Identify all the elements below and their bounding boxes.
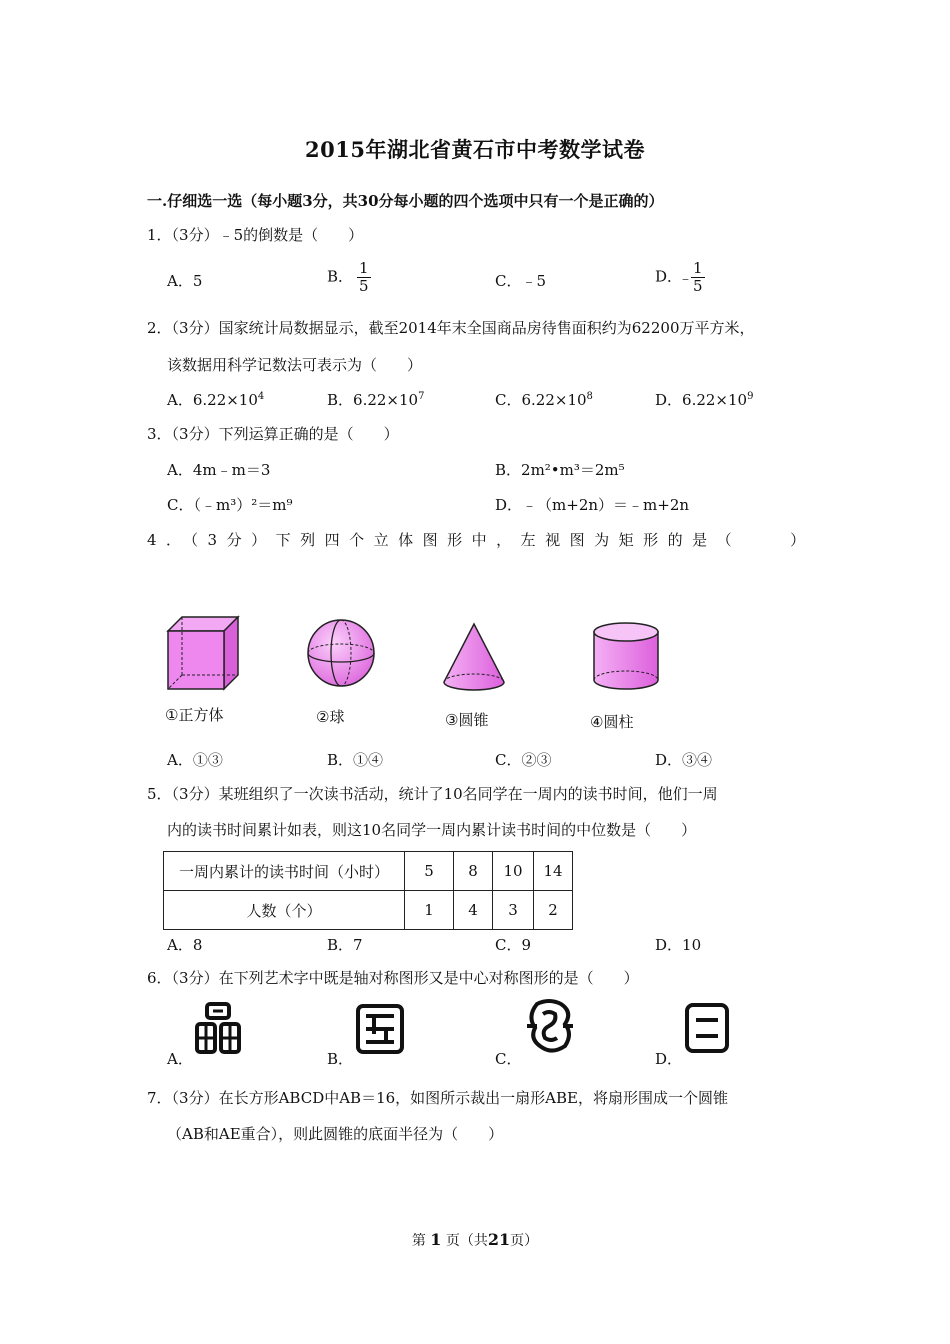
table-cell: 5 [405,852,454,891]
option-text: B．6.22×10 [327,391,419,409]
sphere-figure [306,618,378,690]
cone-label: ③圆锥 [445,711,489,729]
question-7-stem-line1: 7．（3分）在长方形ABCD中AB＝16，如图所示裁出一扇形ABE，将扇形围成一个圆锥 [147,1089,728,1107]
cylinder-figure [591,620,661,692]
fraction [357,260,371,295]
question-3-option-a: A．4m﹣m＝3 [167,461,271,479]
question-6-option-a-label: A． [167,1050,193,1068]
numerator: 1 [359,259,369,277]
question-2-stem-line2: 该数据用科学记数法可表示为（ ） [167,356,423,374]
question-6-option-b-label: B． [327,1050,354,1068]
question-3-stem: 3．（3分）下列运算正确的是（ ） [147,425,399,443]
question-1-option-d [655,260,705,295]
exponent: 8 [586,391,593,402]
table-cell: 1 [405,891,454,930]
exponent: 9 [747,391,754,402]
question-3-option-b: B．2m²•m³＝2m⁵ [495,461,625,479]
page-footer [0,1230,950,1250]
art-character-a [195,1002,241,1054]
question-7-stem-line2: （AB和AE重合），则此圆锥的底面半径为（ ） [167,1125,504,1143]
art-character-c [523,1000,575,1054]
footer-prefix: 第 [411,1233,426,1249]
table-header-cell: 人数（个） [164,891,405,930]
option-label: D． [655,267,683,286]
footer-middle: 页（共 [445,1233,488,1249]
denominator: 5 [359,277,369,295]
exponent: 4 [257,391,265,402]
question-3-option-c: C．（﹣m³）²＝m⁹ [167,496,293,514]
question-5-stem-line2: 内的读书时间累计如表，则这10名同学一周内累计读书时间的中位数是（ ） [167,821,697,839]
footer-page-number: 1 [430,1230,442,1249]
denominator: 5 [693,277,703,295]
footer-suffix: 页） [510,1233,539,1249]
art-character-b [356,1004,404,1054]
section-heading: 一.仔细选一选（每小题3分，共30分每小题的四个选项中只有一个是正确的） [147,192,664,210]
question-1-option-b [327,260,371,295]
cylinder-label: ④圆柱 [590,713,634,731]
footer-total-pages: 21 [487,1230,511,1249]
sphere-label: ②球 [316,708,345,726]
question-6-option-c-label: C． [495,1050,522,1068]
table-cell: 3 [493,891,534,930]
question-4-option-a: A．①③ [167,751,223,769]
option-text: C．6.22×10 [495,391,587,409]
table-row [164,891,573,930]
question-5-option-d: D．10 [655,936,702,954]
table-cell: 10 [493,852,534,891]
table-cell: 2 [534,891,573,930]
question-4-stem: 4．（3分）下列四个立体图形中，左视图为矩形的是（ ） [147,531,815,549]
page-title: 2015年湖北省黄石市中考数学试卷 [305,137,645,162]
cone-figure [442,622,508,694]
table-header-cell: 一周内累计的读书时间（小时） [164,852,405,891]
numerator: 1 [693,259,703,277]
question-5-option-a: A．8 [167,936,203,954]
art-character-d [684,1002,730,1054]
question-1-option-c: C．﹣5 [495,272,547,290]
minus-sign: ﹣ [678,269,694,287]
question-2-option-d [655,389,753,410]
question-5-option-c: C．9 [495,936,532,954]
option-text: D．6.22×10 [655,391,748,409]
question-2-option-c [495,389,593,410]
exponent: 7 [418,391,425,402]
question-1-stem: 1．（3分）﹣5的倒数是（ ） [147,226,364,244]
reading-time-table [163,851,573,930]
question-5-option-b: B．7 [327,936,363,954]
table-cell: 4 [454,891,493,930]
question-5-stem-line1: 5．（3分）某班组织了一次读书活动，统计了10名同学在一周内的读书时间，他们一周 [147,785,718,803]
question-4-option-d: D．③④ [655,751,713,769]
option-label: B． [327,267,354,286]
fraction [691,260,705,295]
option-text: A．6.22×10 [167,391,258,409]
question-2-option-b [327,389,424,410]
question-4-option-c: C．②③ [495,751,552,769]
question-3-option-d: D．﹣（m+2n）＝﹣m+2n [495,496,690,514]
question-6-option-d-label: D． [655,1050,683,1068]
question-1-option-a: A．5 [167,272,203,290]
table-cell: 14 [534,852,573,891]
question-4-option-b: B．①④ [327,751,384,769]
cube-figure [166,615,241,690]
question-6-stem: 6．（3分）在下列艺术字中既是轴对称图形又是中心对称图形的是（ ） [147,969,639,987]
table-cell: 8 [454,852,493,891]
question-2-stem-line1: 2．（3分）国家统计局数据显示，截至2014年末全国商品房待售面积约为62200万平方米， [147,319,755,337]
question-2-option-a [167,389,264,410]
cube-label: ①正方体 [165,706,224,724]
table-row [164,852,573,891]
